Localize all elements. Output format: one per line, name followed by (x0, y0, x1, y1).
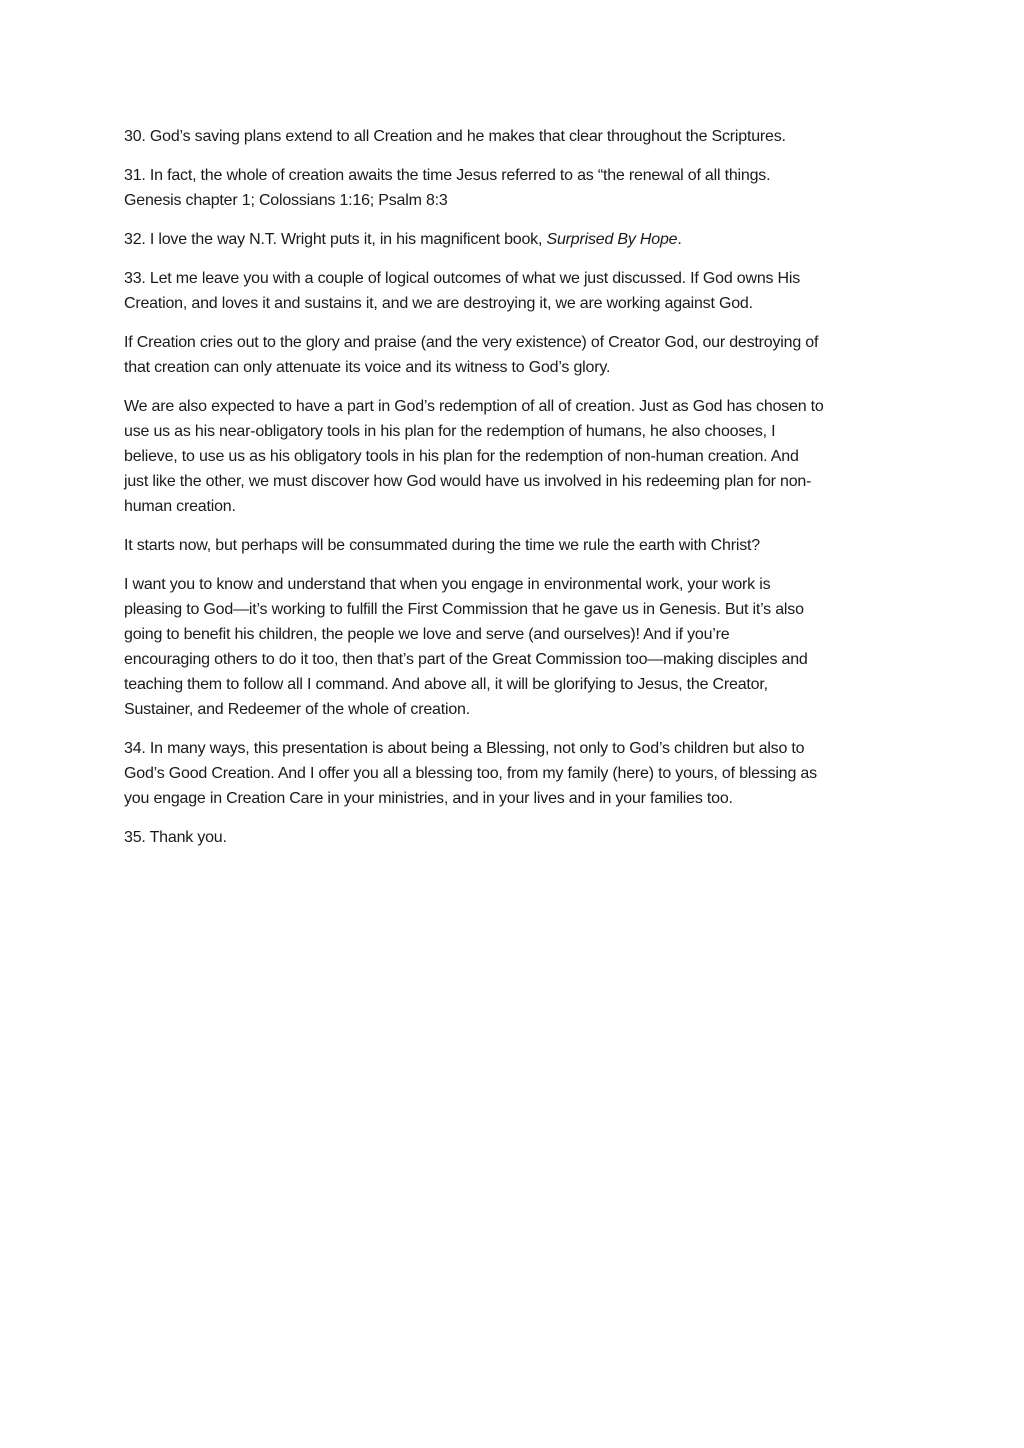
paragraph-redemption (124, 394, 904, 519)
text-line: human creation. (124, 498, 236, 515)
text-line: Creation, and loves it and sustains it, and we are destroying it, we are working against God. (124, 295, 753, 312)
text-line: believe, to use us as his obligatory tools in his plan for the redemption of non-human creation. And (124, 448, 799, 465)
text-line: encouraging others to do it too, then that’s part of the Great Commission too—making disciples and (124, 651, 808, 668)
text-line: Sustainer, and Redeemer of the whole of creation. (124, 701, 470, 718)
text-line: God’s Good Creation. And I offer you all a blessing too, from my family (here) to yours, of blessing as (124, 765, 817, 782)
text-run: 32. I love the way N.T. Wright puts it, in his magnificent book, (124, 231, 547, 248)
text-line: that creation can only attenuate its voice and its witness to God’s glory. (124, 359, 611, 376)
paragraph-34 (124, 736, 904, 811)
text-line: going to benefit his children, the people we love and serve (and ourselves)! And if you’re (124, 626, 730, 643)
text-line: teaching them to follow all I command. And above all, it will be glorifying to Jesus, the Creator, (124, 676, 768, 693)
text-line: you engage in Creation Care in your ministries, and in your lives and in your families too. (124, 790, 733, 807)
text-line: 35. Thank you. (124, 829, 227, 846)
paragraph-33 (124, 266, 904, 316)
text-line: We are also expected to have a part in God’s redemption of all of creation. Just as God has chosen to (124, 398, 824, 415)
text-line (124, 227, 904, 252)
scripture-references: Genesis chapter 1; Colossians 1:16; Psalm 8:3 (124, 192, 448, 209)
text-line: just like the other, we must discover how God would have us involved in his redeeming plan for non- (124, 473, 812, 490)
text-line: 30. God’s saving plans extend to all Creation and he makes that clear throughout the Scriptures. (124, 128, 786, 145)
document-page (124, 124, 904, 864)
text-line: I want you to know and understand that when you engage in environmental work, your work is (124, 576, 771, 593)
text-line: pleasing to God—it’s working to fulfill the First Commission that he gave us in Genesis. But it’s also (124, 601, 804, 618)
paragraph-starts-now (124, 533, 904, 558)
text-line: It starts now, but perhaps will be consummated during the time we rule the earth with Christ? (124, 537, 760, 554)
paragraph-creation-cries (124, 330, 904, 380)
text-run: . (677, 231, 682, 248)
book-title: Surprised By Hope (546, 231, 678, 248)
paragraph-31 (124, 163, 904, 213)
paragraph-35 (124, 825, 904, 850)
text-line: 33. Let me leave you with a couple of logical outcomes of what we just discussed. If God owns His (124, 270, 801, 287)
text-line: If Creation cries out to the glory and praise (and the very existence) of Creator God, our destroying of (124, 334, 819, 351)
paragraph-environmental-work (124, 572, 904, 722)
text-line: 31. In fact, the whole of creation awaits the time Jesus referred to as “the renewal of all things. (124, 167, 771, 184)
paragraph-30 (124, 124, 904, 149)
text-line: 34. In many ways, this presentation is about being a Blessing, not only to God’s children but also to (124, 740, 805, 757)
text-line: use us as his near-obligatory tools in his plan for the redemption of humans, he also chooses, I (124, 423, 776, 440)
paragraph-32 (124, 227, 904, 252)
